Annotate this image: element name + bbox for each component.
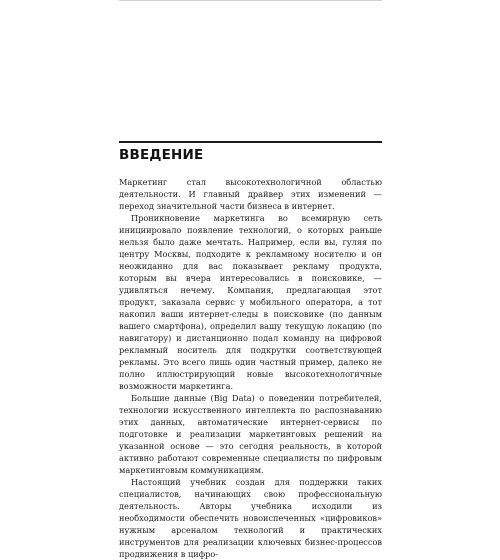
paragraph-3: Большие данные (Big Data) о поведении потребителей, технологии искусственного интеллекта по распознаванию этих данных, автоматические интернет-сервисы по подготовке и реализации маркетинговых решений на указанной основе — это сегодня реальность, в которой активно работают современные специалисты по цифровым маркетинговым коммуникациям. (119, 393, 382, 475)
top-divider (119, 0, 382, 1)
heading-rule (119, 141, 382, 143)
chapter-heading: ВВЕДЕНИЕ (119, 147, 204, 163)
body-text (119, 176, 382, 560)
paragraph-4: Настоящий учебник создан для поддержки таких специалистов, начинающих свою профессиональную деятельность. Авторы учебника исходили из необходимости обеспечить новоиспеченных «цифровиков» нужным арсеналом технологий и практических инструментов для реализации ключевых бизнес-процессов продвижения в цифро- (119, 477, 382, 559)
paragraph-1: Маркетинг стал высокотехнологичной областью деятельности. И главный драйвер этих изменений — переход значительной части бизнеса в интернет. (119, 177, 382, 211)
paragraph-2: Проникновение маркетинга во всемирную сеть инициировало появление технологий, о которых раньше нельзя было даже мечтать. Например, если вы, гуляя по центру Москвы, подходите к рекламному носителю и он неожиданно для вас показывает рекламу продукта, которым вы вчера интересовались в поисковике, — удивляться нечему. Компания, предлагающая этот продукт, заказала сервис у мобильного оператора, а тот накопил ваши интернет-следы в поисковике (по данным вашего смартфона), определил вашу текущую локацию (по навигатору) и дистанционно подал команду на цифровой рекламный носитель для подкрутки соответствующей рекламы. Это всего лишь один частный пример, далеко не полно иллюстрирующий новые высокотехнологичные возможности маркетинга. (119, 213, 382, 391)
